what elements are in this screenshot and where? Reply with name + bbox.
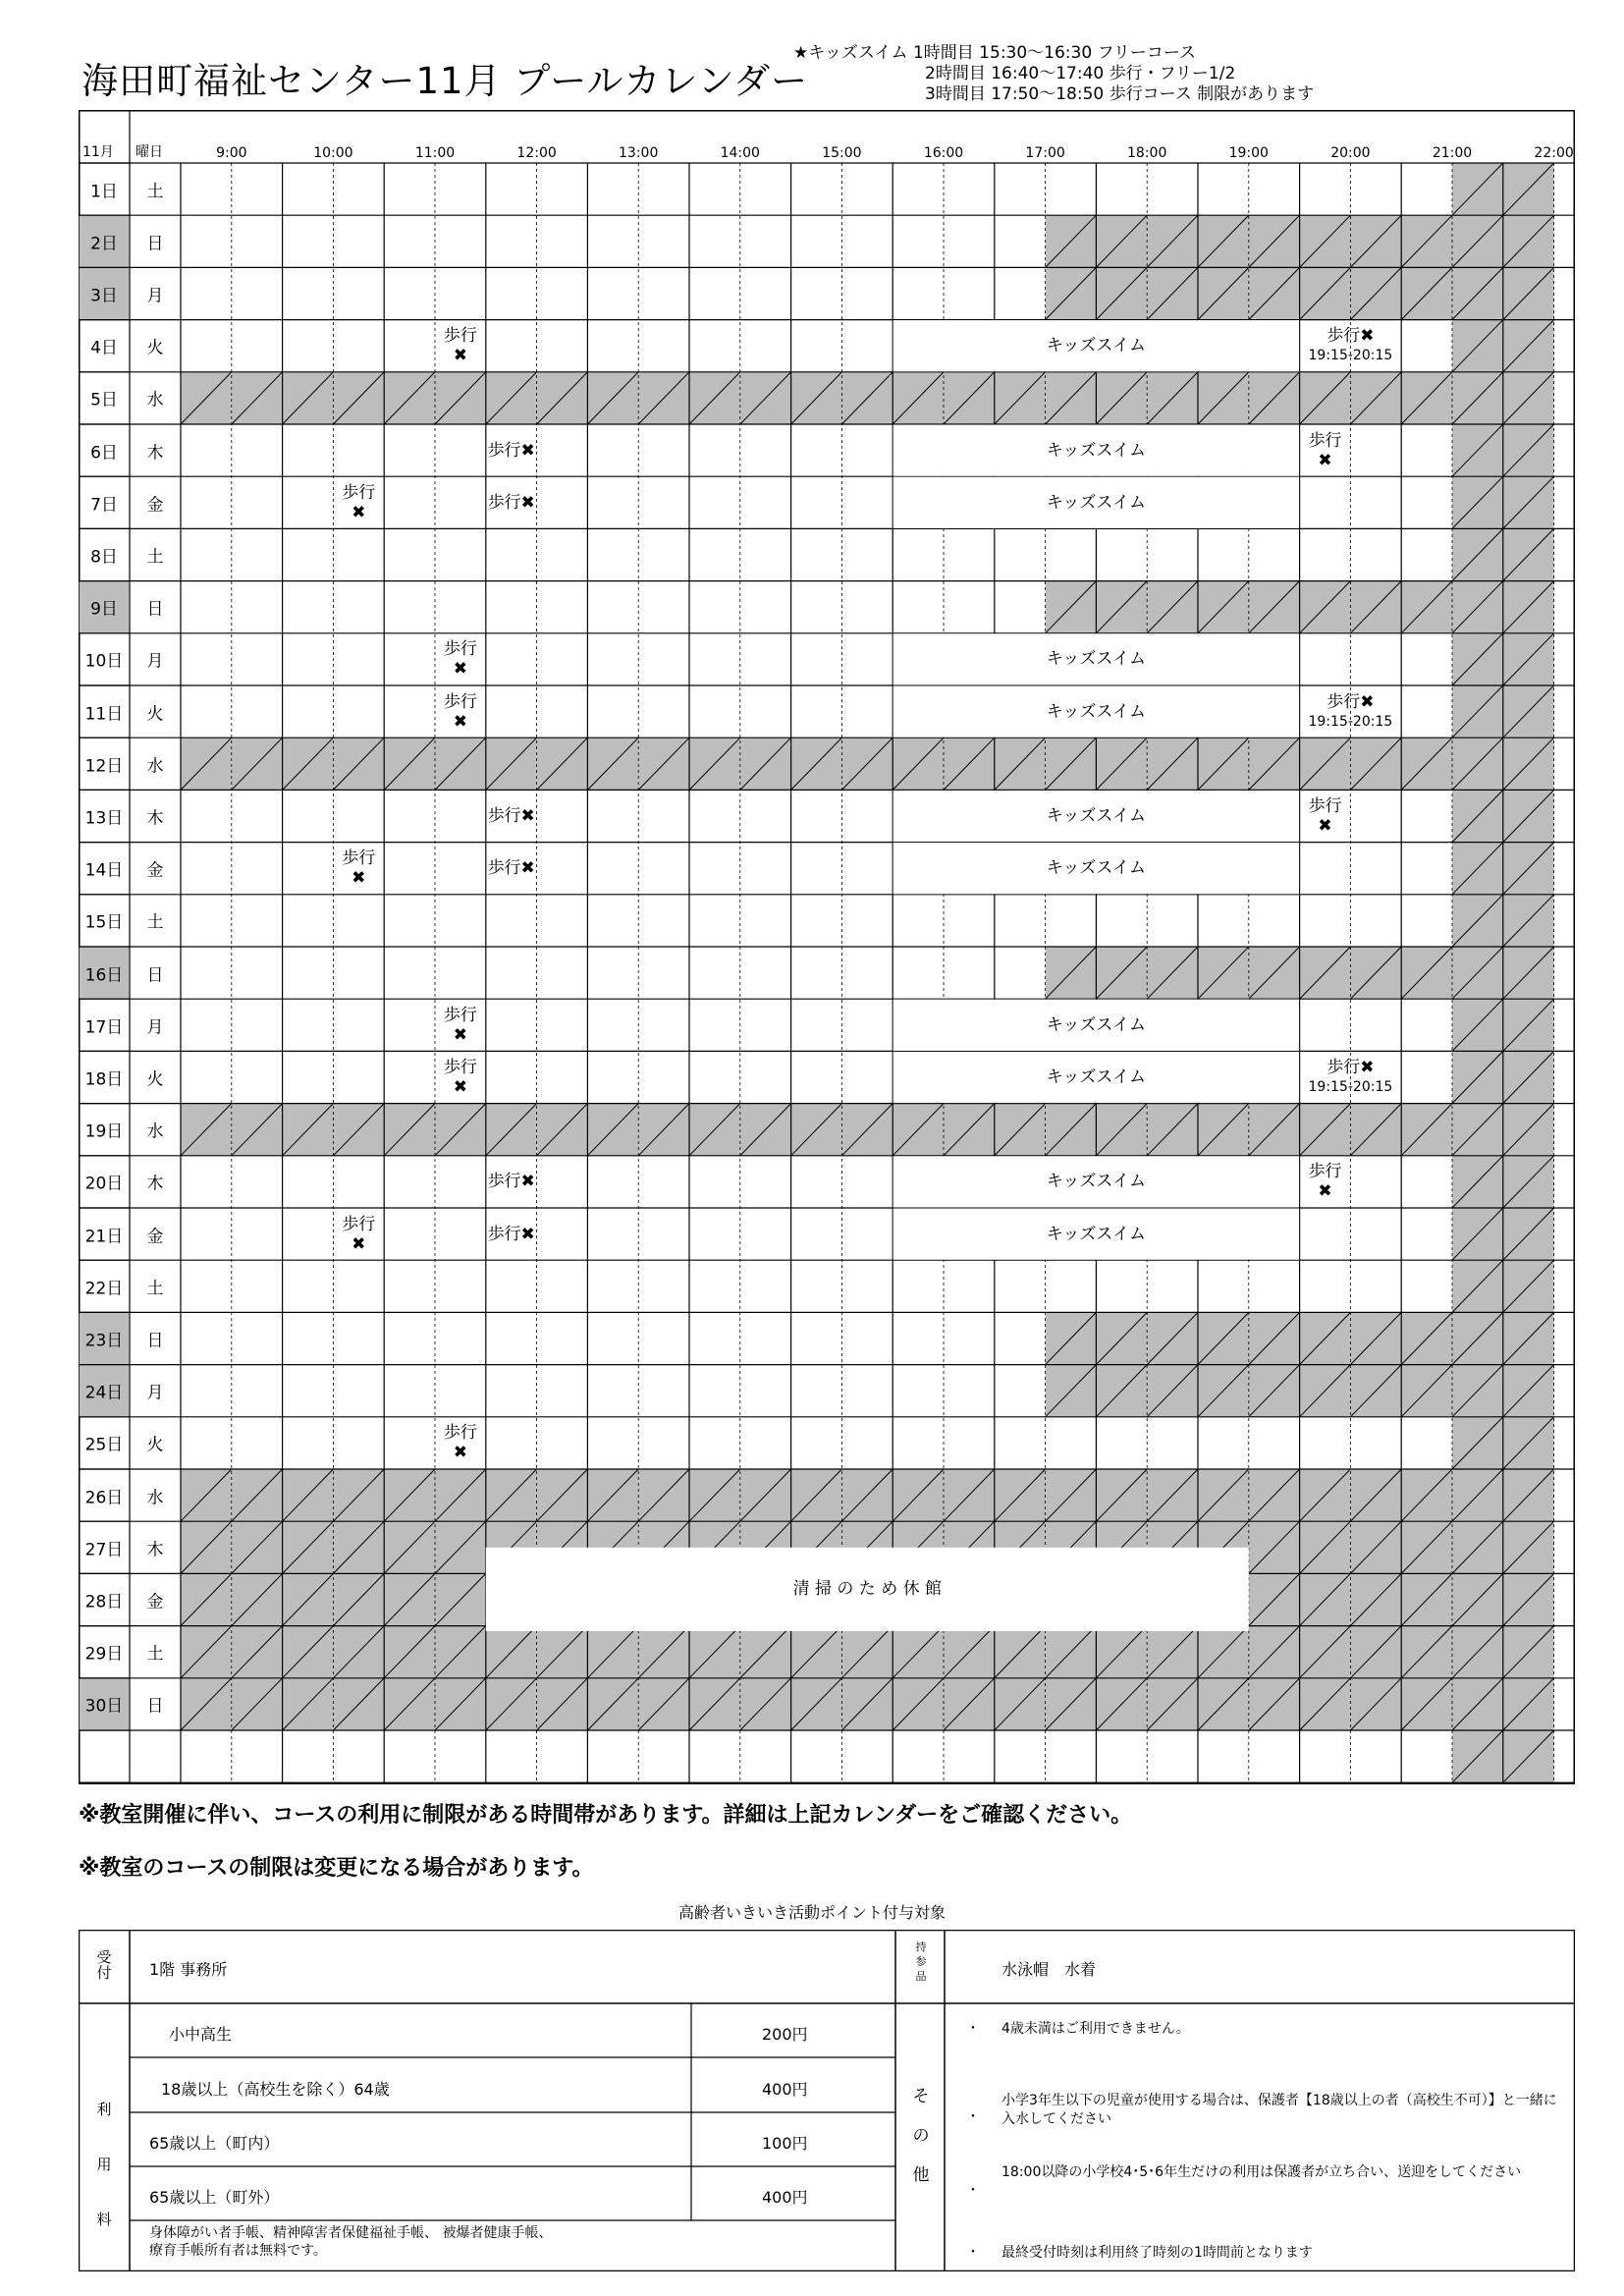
- other-item-0: 4歳未満はご利用できません。: [1001, 2021, 1190, 2037]
- dow-label: 月: [146, 286, 164, 306]
- walk-restriction-morning-line-1: ✖: [352, 1233, 366, 1254]
- kids-swim-label: [1047, 493, 1146, 513]
- points-note: 高齢者いきいき活動ポイント付与対象: [677, 1903, 946, 1922]
- other-item-2: 18:00以降の小学校4･5･6年生だけの利用は保護者が立ち合い、送迎をしてください: [1001, 2164, 1522, 2180]
- time-header-17:00: 17:00: [1025, 145, 1065, 161]
- kids-swim-label-line-0: キッズスイム: [1046, 440, 1147, 461]
- dow-label: 火: [146, 338, 164, 358]
- dow-label: 日: [146, 234, 164, 254]
- reception-label: 受付: [96, 1948, 112, 1982]
- kids-swim-label-line-0: キッズスイム: [1046, 1172, 1147, 1192]
- day-label: 29日: [84, 1644, 124, 1665]
- day-label: 2日: [90, 234, 118, 254]
- walk-restriction-line-0: 歩行: [443, 639, 477, 660]
- walk-restriction-line-0: 歩行✖: [487, 1224, 535, 1244]
- kids-swim-label: [1047, 702, 1146, 722]
- time-header-15:00: 15:00: [822, 145, 862, 161]
- day-label: 1日: [90, 182, 118, 202]
- walk-restriction-line-1: ✖: [453, 346, 468, 366]
- fee-label-2: 65歳以上（町内）: [149, 2134, 280, 2153]
- time-header-10:00: 10:00: [313, 145, 353, 161]
- dow-label: 土: [146, 912, 164, 933]
- dow-label: 木: [146, 808, 164, 829]
- evening-walk-restriction-line-1: ✖: [1318, 1181, 1332, 1202]
- fee-label-0: 小中高生: [169, 2025, 233, 2044]
- day-label: 22日: [84, 1279, 124, 1299]
- fee-label-3: 65歳以上（町外）: [149, 2188, 280, 2207]
- evening-walk-restriction-line-1: ✖: [1318, 450, 1332, 470]
- walk-restriction-morning: [342, 848, 375, 888]
- dow-label: 月: [146, 1017, 164, 1038]
- day-label: 27日: [84, 1540, 124, 1560]
- bring-value: 水泳帽 水着: [1001, 1960, 1097, 1979]
- dow-label: 日: [146, 1696, 164, 1717]
- kids-swim-label-line-0: キッズスイム: [1046, 701, 1147, 722]
- dow-label: 土: [146, 547, 164, 568]
- other-bullet-0: ・: [966, 2021, 980, 2037]
- fee-price-0: 200円: [762, 2025, 808, 2044]
- evening-walk-restriction-line-1: 19:15-20:15: [1308, 713, 1393, 730]
- bring-label: 持参品: [915, 1941, 927, 1983]
- walk-restriction-morning-line-1: ✖: [352, 868, 366, 889]
- walk-restriction: [444, 1423, 477, 1462]
- kids-note-line-2: 2時間目 16:40～17:40 歩行・フリー1/2: [925, 64, 1236, 83]
- day-label: 10日: [84, 651, 124, 672]
- evening-walk-restriction: [1309, 692, 1393, 732]
- day-label: 24日: [84, 1383, 124, 1403]
- kids-swim-label-line-0: キッズスイム: [1046, 806, 1147, 826]
- kids-swim-label-line-0: キッズスイム: [1046, 336, 1147, 356]
- dow-label: 木: [146, 1540, 164, 1560]
- day-label: 20日: [84, 1174, 124, 1194]
- dow-label: 火: [146, 1435, 164, 1455]
- evening-walk-restriction: [1309, 1162, 1342, 1201]
- other-bullet-1: ・: [966, 2109, 980, 2125]
- day-label: 5日: [90, 390, 118, 410]
- evening-walk-restriction: [1309, 431, 1342, 470]
- other-item-1: 小学3年生以下の児童が使用する場合は、保護者【18歳以上の者（高校生不可）】と一緒に入水してください: [1001, 2093, 1557, 2127]
- time-header-13:00: 13:00: [619, 145, 659, 161]
- evening-walk-restriction-line-0: 歩行: [1308, 796, 1342, 816]
- walk-restriction-line-0: 歩行✖: [487, 806, 535, 826]
- kids-swim-label: [1047, 1015, 1146, 1035]
- kids-swim-label-line-0: キッズスイム: [1046, 649, 1147, 670]
- time-header-16:00: 16:00: [923, 145, 964, 161]
- evening-walk-restriction-line-0: 歩行✖: [1326, 326, 1375, 347]
- walk-restriction: [444, 1058, 477, 1097]
- dow-label: 水: [146, 1121, 164, 1142]
- day-label: 6日: [90, 443, 118, 464]
- time-header-19:00: 19:00: [1228, 145, 1269, 161]
- dow-label: 日: [146, 1331, 164, 1351]
- walk-restriction-line-1: ✖: [453, 711, 468, 732]
- kids-swim-label-line-0: キッズスイム: [1046, 1014, 1147, 1035]
- dow-label: 日: [146, 965, 164, 986]
- time-header-11:00: 11:00: [414, 145, 456, 161]
- kids-swim-schedule-note: [793, 43, 1314, 105]
- kids-note-line-3: 3時間目 17:50～18:50 歩行コース 制限があります: [925, 84, 1315, 104]
- day-label: 23日: [84, 1331, 124, 1351]
- kids-swim-label: [1047, 441, 1146, 461]
- day-label: 4日: [90, 338, 118, 358]
- dow-label: 金: [146, 495, 164, 516]
- day-label: 30日: [84, 1696, 124, 1717]
- other-bullet-3: ・: [966, 2245, 980, 2261]
- walk-restriction-morning-line-1: ✖: [352, 502, 366, 522]
- day-label: 7日: [90, 495, 118, 516]
- day-label: 8日: [90, 547, 118, 568]
- walk-restriction-line-0: 歩行: [443, 326, 477, 347]
- day-label: 18日: [84, 1069, 124, 1090]
- note-restriction-change: ※教室のコースの制限は変更になる場合があります。: [79, 1856, 594, 1881]
- walk-restriction: [488, 1172, 535, 1191]
- dow-label: 土: [146, 182, 164, 202]
- walk-restriction: [488, 1225, 535, 1244]
- walk-restriction-line-0: 歩行✖: [487, 1172, 535, 1192]
- fee-price-2: 100円: [762, 2134, 808, 2153]
- day-label: 26日: [84, 1488, 124, 1508]
- day-label: 28日: [84, 1592, 124, 1613]
- walk-restriction: [444, 692, 477, 732]
- fee-label: 利用料: [96, 2101, 112, 2228]
- kids-swim-label: [1047, 649, 1146, 669]
- dow-label: 水: [146, 756, 164, 777]
- day-label: 16日: [84, 965, 124, 986]
- kids-swim-label: [1047, 1225, 1146, 1244]
- kids-swim-label: [1047, 1172, 1146, 1191]
- dow-label: 水: [146, 390, 164, 410]
- dow-label: 月: [146, 651, 164, 672]
- evening-walk-restriction-line-0: 歩行✖: [1326, 1058, 1375, 1077]
- dow-label: 木: [146, 1174, 164, 1194]
- walk-restriction: [444, 1006, 477, 1045]
- walk-restriction-line-0: 歩行✖: [487, 440, 535, 461]
- dow-label: 土: [146, 1279, 164, 1299]
- kids-swim-label: [1047, 858, 1146, 878]
- fee-free-note: 身体障がい者手帳、精神障害者保健福祉手帳、 被爆者健康手帳、 療育手帳所有者は無料です。: [149, 2225, 553, 2259]
- walk-restriction-morning: [342, 1215, 375, 1254]
- evening-walk-restriction-line-1: 19:15-20:15: [1308, 1079, 1393, 1095]
- day-label: 9日: [90, 599, 118, 620]
- day-label: 25日: [84, 1435, 124, 1455]
- evening-walk-restriction: [1309, 326, 1393, 365]
- day-label: 13日: [84, 808, 124, 829]
- day-label: 19日: [84, 1121, 124, 1142]
- walk-restriction: [444, 639, 477, 679]
- cleaning-closure-label-line-0: 清 掃 の た め 休 館: [792, 1579, 943, 1600]
- note-course-restriction: ※教室開催に伴い、コースの利用に制限がある時間帯があります。詳細は上記カレンダーをご確認ください。: [79, 1803, 1133, 1828]
- kids-swim-label-line-0: キッズスイム: [1046, 1224, 1147, 1244]
- day-label: 15日: [84, 912, 124, 933]
- time-header-12:00: 12:00: [516, 145, 557, 161]
- dow-label: 水: [146, 1488, 164, 1508]
- walk-restriction: [488, 806, 535, 826]
- walk-restriction: [488, 493, 535, 513]
- day-label: 11日: [84, 704, 124, 725]
- walk-restriction-morning-line-0: 歩行: [342, 848, 376, 869]
- calendar-notes: [79, 1789, 1132, 1895]
- dow-label: 火: [146, 704, 164, 725]
- walk-restriction-morning-line-0: 歩行: [342, 1214, 376, 1234]
- fee-label-1: 18歳以上（高校生を除く）64歳: [161, 2080, 390, 2099]
- dow-label: 金: [146, 1227, 164, 1247]
- dow-label: 日: [146, 599, 164, 620]
- walk-restriction: [488, 441, 535, 461]
- reception-value: 1階 事務所: [149, 1960, 228, 1979]
- dow-label: 金: [146, 860, 164, 881]
- evening-walk-restriction: [1309, 796, 1342, 836]
- walk-restriction-line-1: ✖: [453, 1024, 468, 1045]
- kids-swim-label-line-0: キッズスイム: [1046, 1067, 1147, 1087]
- time-header-18:00: 18:00: [1127, 145, 1167, 161]
- page-title: 海田町福祉センター11月 プールカレンダー: [81, 60, 809, 102]
- walk-restriction-line-0: 歩行✖: [487, 858, 535, 879]
- kids-swim-label: [1047, 806, 1146, 826]
- walk-restriction-line-0: 歩行: [443, 691, 477, 712]
- pool-calendar: [79, 110, 1575, 1784]
- fee-price-1: 400円: [762, 2080, 808, 2099]
- kids-swim-label-line-0: キッズスイム: [1046, 858, 1147, 879]
- day-label: 14日: [84, 860, 124, 881]
- walk-restriction-line-1: ✖: [453, 659, 468, 680]
- kids-swim-label-line-0: キッズスイム: [1046, 492, 1147, 513]
- other-label: その他: [912, 2087, 930, 2185]
- fee-price-3: 400円: [762, 2188, 808, 2207]
- evening-walk-restriction-line-0: 歩行: [1308, 430, 1342, 451]
- cleaning-closure-label: [793, 1579, 942, 1599]
- evening-walk-restriction-line-0: 歩行: [1308, 1162, 1342, 1182]
- time-header-9:00: 9:00: [216, 145, 247, 161]
- walk-restriction-line-0: 歩行: [443, 1005, 477, 1025]
- walk-restriction: [488, 858, 535, 878]
- dow-label: 金: [146, 1592, 164, 1613]
- walk-restriction: [444, 326, 477, 365]
- kids-swim-label: [1047, 1067, 1146, 1087]
- info-table: [79, 1930, 1575, 2271]
- other-item-3: 最終受付時刻は利用終了時刻の1時間前となります: [1001, 2245, 1313, 2261]
- month-header: 11月: [82, 144, 114, 160]
- dow-label: 木: [146, 443, 164, 464]
- walk-restriction-morning: [342, 483, 375, 522]
- time-header-21:00: 21:00: [1432, 145, 1473, 161]
- day-label: 21日: [84, 1227, 124, 1247]
- time-header-22:00: 22:00: [1534, 145, 1574, 161]
- evening-walk-restriction-line-1: 19:15-20:15: [1308, 348, 1393, 364]
- walk-restriction-line-0: 歩行: [443, 1423, 477, 1444]
- evening-walk-restriction-line-0: 歩行✖: [1326, 691, 1375, 712]
- kids-note-line-1: ★キッズスイム 1時間目 15:30～16:30 フリーコース: [793, 43, 1197, 63]
- dow-header: 曜日: [135, 144, 163, 160]
- other-bullet-2: ・: [966, 2183, 980, 2199]
- evening-walk-restriction-line-1: ✖: [1318, 816, 1332, 836]
- day-label: 3日: [90, 286, 118, 306]
- walk-restriction-line-1: ✖: [453, 1443, 468, 1463]
- dow-label: 火: [146, 1069, 164, 1090]
- walk-restriction-line-0: 歩行✖: [487, 492, 535, 513]
- walk-restriction-morning-line-0: 歩行: [342, 482, 376, 503]
- evening-walk-restriction: [1309, 1058, 1393, 1097]
- kids-swim-label: [1047, 336, 1146, 355]
- time-header-20:00: 20:00: [1330, 145, 1371, 161]
- time-header-14:00: 14:00: [720, 145, 760, 161]
- walk-restriction-line-1: ✖: [453, 1077, 468, 1097]
- dow-label: 土: [146, 1644, 164, 1665]
- day-label: 12日: [84, 756, 124, 777]
- walk-restriction-line-0: 歩行: [443, 1058, 477, 1077]
- day-label: 17日: [84, 1017, 124, 1038]
- dow-label: 月: [146, 1383, 164, 1403]
